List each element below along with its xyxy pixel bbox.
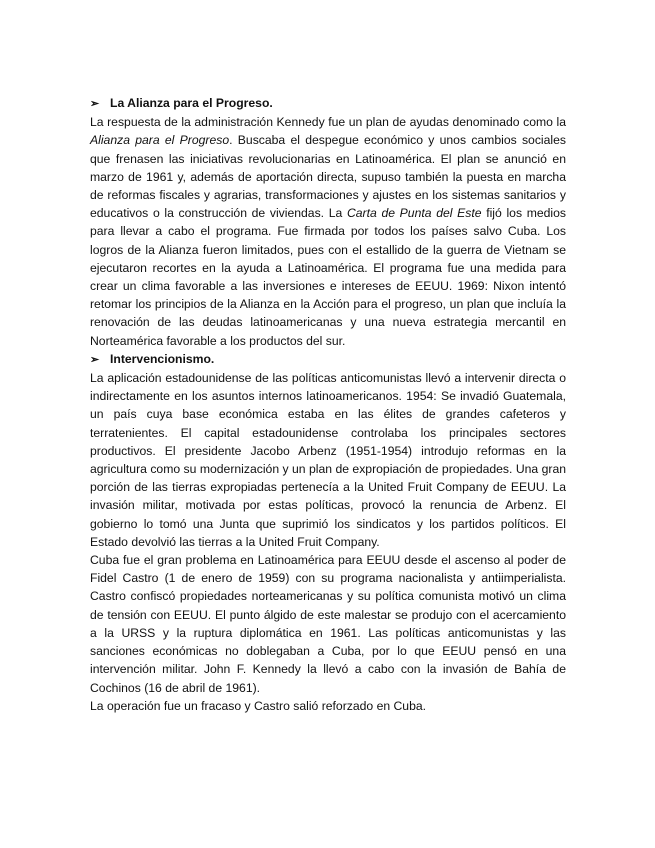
text-run: . Buscaba el despegue económico y unos cambios sociales que frenasen las iniciativas revolucionarias en Latinoamérica. El plan se anunció en marzo de 1961 y, además de aportación directa, supuso también la puesta en marcha de reformas fiscales y agrarias, transformaciones y ajustes en los sistemas sanitarios y educativos o la construcción de viviendas. La [90, 133, 566, 221]
section-heading-text: La Alianza para el Progreso. [110, 96, 273, 110]
arrow-bullet-icon: ➢ [90, 353, 100, 366]
paragraph-conclusion: La operación fue un fracaso y Castro salió reforzado en Cuba. [90, 698, 427, 713]
italic-term-alianza: Alianza para el Progreso [90, 133, 230, 148]
section-heading-intervencionismo [90, 350, 566, 369]
arrow-bullet-icon: ➢ [90, 98, 100, 110]
document-page [90, 94, 566, 715]
paragraph-alianza [90, 113, 566, 350]
paragraph-guatemala: La aplicación estadounidense de las políticas anticomunistas llevó a intervenir directa o indirectamente en los asuntos internos latinoamericanos. 1954: Se invadió Guatemala, un país cuya base económica estaba en las élites de grandes cafeteros y terratenientes. El capital estadounidense controlaba los principales sectores productivos. El presidente Jacobo Arbenz (1951-1954) introdujo reformas en la agricultura como su modernización y un plan de expropiación de propiedades. Una gran porción de las tierras expropiadas pertenecía a la United Fruit Company de EEUU. La invasión militar, motivada por estas políticas, provocó la renuncia de Arbenz. El gobierno lo tomó una Junta que suprimió los sindicatos y los partidos políticos. El Estado devolvió las tierras a la United Fruit Company. [90, 371, 566, 549]
text-run: La respuesta de la administración Kennedy fue un plan de ayudas denominado como la [90, 115, 566, 130]
italic-term-carta: Carta de Punta del Este [346, 206, 482, 221]
paragraph-cuba: Cuba fue el gran problema en Latinoamérica para EEUU desde el ascenso al poder de Fidel Castro (1 de enero de 1959) con su programa nacionalista y antiimperialista. Castro confiscó propiedades norteamericanas y su política comunista motivó un clima de tensión con EEUU. El punto álgido de este malestar se produjo con el acercamiento a la URSS y la ruptura diplomática en 1961. Las políticas anticomunistas y las sanciones económicas no doblegaban a Cuba, por lo que EEUU pensó en una intervención militar. John F. Kennedy la llevó a cabo con la invasión de Bahía de Cochinos (16 de abril de 1961). [90, 553, 566, 695]
text-run: fijó los medios para llevar a cabo el programa. Fue firmada por todos los países salvo Cuba. Los logros de la Alianza fueron limitados, pues con el estallido de la guerra de Vietnam se ejecutaron recortes en la ayuda a Latinoamérica. El programa fue una medida para crear un clima favorable a las inversiones e intereses de EEUU. 1969: Nixon intentó retomar los principios de la Alianza en la Acción para el progreso, un plan que incluía la renovación de las deudas latinoamericanas y una nueva estrategia mercantil en Norteamérica favorable a los productos del sur. [90, 206, 566, 348]
section-heading-text: Intervencionismo. [110, 351, 215, 366]
section-heading-alianza [90, 94, 566, 113]
